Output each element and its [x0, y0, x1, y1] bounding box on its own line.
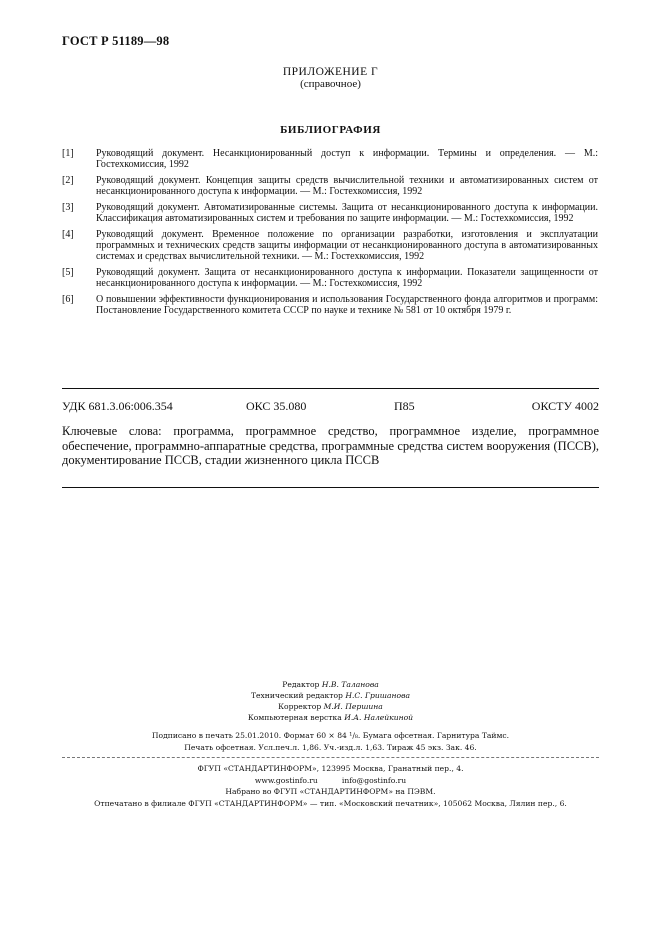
- bibliography-item-text: Руководящий документ. Несанкционированный доступ к информации. Термины и определения. — М.: Гостехкомиссия, 1992: [96, 148, 598, 170]
- bibliography-item-text: Руководящий документ. Концепция защиты средств вычислительной техники и автоматизированных систем от несанкционированного доступа к информации. — М.: Гостехкомиссия, 1992: [96, 175, 598, 197]
- appendix-title: ПРИЛОЖЕНИЕ Г: [282, 66, 379, 78]
- bibliography-item-number: [5]: [62, 267, 74, 278]
- typeset-line: Набрано во ФГУП «СТАНДАРТИНФОРМ» на ПЭВМ.: [225, 787, 436, 796]
- editorial-credits: [0, 679, 661, 723]
- bibliography-list: [62, 148, 598, 321]
- web-line: www.gostinfo.ru info@gostinfo.ru: [254, 775, 407, 785]
- print-line-2: Печать офсетная. Усл.печ.л. 1,86. Уч.-изд.л. 1,63. Тираж 45 экз. Зак. 46.: [184, 742, 477, 752]
- layout-line: Компьютерная верстка И.А. Налейкиной: [247, 713, 414, 722]
- okstu-code: ОКСТУ 4002: [531, 399, 599, 413]
- oks-code: ОКС 35.080: [246, 399, 307, 413]
- bibliography-item: [62, 175, 598, 197]
- top-divider: [62, 388, 599, 389]
- bibliography-item-number: [6]: [62, 294, 74, 305]
- bibliography-item-text: О повышении эффективности функционирования и использования Государственного фонда алгоритмов и программ: Постановление Государственного комитета СССР по науке и технике № 581 от 10 октября 1979 г.: [96, 294, 598, 316]
- bibliography-heading: БИБЛИОГРАФИЯ: [280, 124, 381, 136]
- print-details: [0, 730, 661, 753]
- publisher-details: [0, 763, 661, 809]
- bibliography-item: [62, 229, 598, 262]
- group-code: П85: [394, 399, 415, 413]
- appendix-subtitle: (справочное): [300, 78, 361, 90]
- bibliography-item-number: [1]: [62, 148, 74, 159]
- bibliography-item-number: [3]: [62, 202, 74, 213]
- standard-number: ГОСТ Р 51189—98: [62, 34, 170, 48]
- bibliography-item-text: Руководящий документ. Защита от несанкционированного доступа к информации. Показатели защищенности от несанкционированного доступа к информации. — М.: Гостехкомиссия, 1992: [96, 267, 598, 289]
- corrector-line: Корректор М.И. Першина: [278, 702, 383, 711]
- bibliography-item-number: [4]: [62, 229, 74, 240]
- printed-line: Отпечатано в филиале ФГУП «СТАНДАРТИНФОРМ» — тип. «Московский печатник», 105062 Москва, Лялин пер., 6.: [94, 798, 567, 808]
- bibliography-item-number: [2]: [62, 175, 74, 186]
- editor-line: Редактор Н.В. Таланова: [282, 680, 379, 689]
- udk-code: УДК 681.3.06:006.354: [62, 399, 173, 413]
- bibliography-item: [62, 148, 598, 170]
- bibliography-item-text: Руководящий документ. Автоматизированные системы. Защита от несанкционированного доступа к информации. Классификация автоматизированных систем и требования по защите информации. — М.: Гостехкомиссия, 1992: [96, 202, 598, 224]
- bibliography-item: [62, 202, 598, 224]
- imprint-divider: [62, 757, 599, 758]
- bibliography-item: [62, 267, 598, 289]
- bottom-divider: [62, 487, 599, 488]
- tech-editor-line: Технический редактор Н.С. Гришанова: [250, 691, 411, 700]
- print-line-1: Подписано в печать 25.01.2010. Формат 60 × 84 ¹/₈. Бумага офсетная. Гарнитура Таймс.: [151, 731, 510, 740]
- publisher-line: ФГУП «СТАНДАРТИНФОРМ», 123995 Москва, Гранатный пер., 4.: [197, 764, 464, 773]
- bibliography-item: [62, 294, 598, 316]
- keywords-paragraph: Ключевые слова: программа, программное средство, программное изделие, программное обеспечение, программно-аппаратные средства, программные средства систем вооружения (ПССВ), документирование ПССВ, стадии жизненного цикла ПССВ: [62, 424, 599, 467]
- bibliography-item-text: Руководящий документ. Временное положение по организации разработки, изготовления и эксплуатации программных и технических средств защиты информации от несанкционированного доступа в автоматизированных системах и средствах вычислительной техники. — М.: Гостехкомиссия, 1992: [96, 229, 598, 262]
